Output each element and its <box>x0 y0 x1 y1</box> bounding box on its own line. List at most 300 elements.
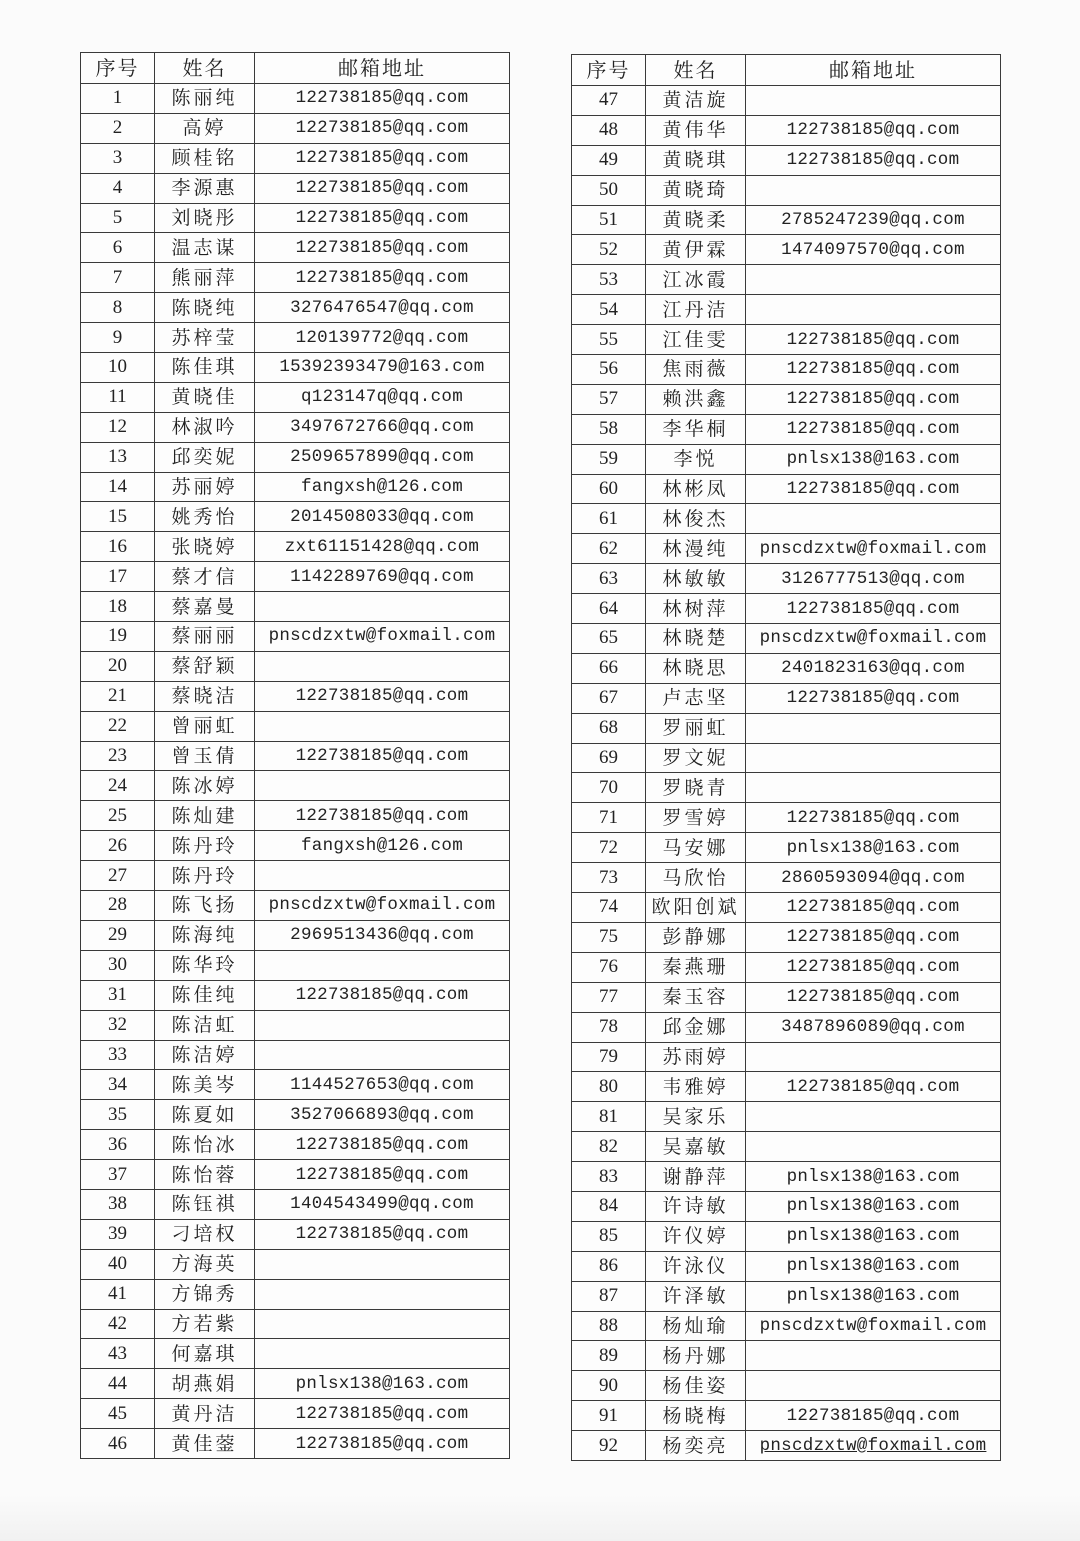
row-index: 57 <box>572 384 646 414</box>
row-index: 88 <box>572 1311 646 1341</box>
row-email <box>746 504 1001 534</box>
table-row <box>572 683 1001 713</box>
row-email: 122738185@qq.com <box>255 1160 510 1190</box>
row-email: 122738185@qq.com <box>746 922 1001 952</box>
row-name: 苏雨婷 <box>646 1042 746 1072</box>
row-email: 122738185@qq.com <box>746 474 1001 504</box>
row-index: 3 <box>81 143 155 173</box>
row-name: 杨丹娜 <box>646 1341 746 1371</box>
row-name: 陈洁婷 <box>155 1040 255 1070</box>
table-row <box>81 293 510 323</box>
table-row <box>572 444 1001 474</box>
row-index: 68 <box>572 713 646 743</box>
table-row <box>81 1130 510 1160</box>
row-index: 84 <box>572 1191 646 1221</box>
row-index: 5 <box>81 203 155 233</box>
table-row <box>572 115 1001 145</box>
row-name: 陈夏如 <box>155 1100 255 1130</box>
table-row <box>81 442 510 472</box>
table-row <box>572 833 1001 863</box>
row-index: 87 <box>572 1281 646 1311</box>
row-name: 陈美岑 <box>155 1070 255 1100</box>
table-row <box>81 532 510 562</box>
row-name: 邱金娜 <box>646 1012 746 1042</box>
table-row <box>81 84 510 114</box>
row-name: 何嘉琪 <box>155 1339 255 1369</box>
row-index: 37 <box>81 1160 155 1190</box>
row-name: 罗丽虹 <box>646 713 746 743</box>
table-row <box>572 205 1001 235</box>
row-email <box>746 295 1001 325</box>
table-row <box>572 265 1001 295</box>
row-index: 29 <box>81 920 155 950</box>
row-email: pnscdzxtw@foxmail.com <box>746 624 1001 654</box>
row-email: 122738185@qq.com <box>746 982 1001 1012</box>
row-email: 3497672766@qq.com <box>255 412 510 442</box>
row-name: 蔡嘉曼 <box>155 592 255 622</box>
table-row <box>81 382 510 412</box>
row-name: 蔡晓洁 <box>155 681 255 711</box>
row-email: 122738185@qq.com <box>746 952 1001 982</box>
row-email: q123147q@qq.com <box>255 382 510 412</box>
row-email: pnlsx138@163.com <box>746 1162 1001 1192</box>
row-name: 许仪婷 <box>646 1221 746 1251</box>
row-name: 江冰霞 <box>646 265 746 295</box>
row-index: 82 <box>572 1132 646 1162</box>
row-email: 122738185@qq.com <box>746 1401 1001 1431</box>
table-row <box>81 1399 510 1429</box>
row-email: 120139772@qq.com <box>255 323 510 353</box>
table-row <box>81 412 510 442</box>
row-email: 15392393479@163.com <box>255 353 510 383</box>
table-row <box>572 1251 1001 1281</box>
row-email <box>746 713 1001 743</box>
row-index: 42 <box>81 1309 155 1339</box>
row-name: 方若紫 <box>155 1309 255 1339</box>
table-row <box>572 355 1001 385</box>
row-index: 17 <box>81 562 155 592</box>
row-name: 林彬凤 <box>646 474 746 504</box>
table-row <box>572 1371 1001 1401</box>
row-email <box>746 773 1001 803</box>
table-row <box>572 86 1001 116</box>
row-email: 3487896089@qq.com <box>746 1012 1001 1042</box>
row-name: 林晓思 <box>646 653 746 683</box>
row-email: 122738185@qq.com <box>255 263 510 293</box>
row-email: 122738185@qq.com <box>255 84 510 114</box>
row-name: 陈华玲 <box>155 950 255 980</box>
row-name: 赖洪鑫 <box>646 384 746 414</box>
row-name: 蔡舒颖 <box>155 651 255 681</box>
row-name: 刁培权 <box>155 1219 255 1249</box>
row-email <box>255 1249 510 1279</box>
table-row <box>81 801 510 831</box>
row-email <box>255 771 510 801</box>
row-index: 7 <box>81 263 155 293</box>
header-index: 序号 <box>81 53 155 84</box>
row-email: 122738185@qq.com <box>255 681 510 711</box>
table-row <box>81 323 510 353</box>
row-email: 122738185@qq.com <box>255 173 510 203</box>
row-index: 77 <box>572 982 646 1012</box>
row-index: 6 <box>81 233 155 263</box>
table-row <box>572 1191 1001 1221</box>
row-name: 黄晓琪 <box>646 145 746 175</box>
table-row <box>81 622 510 652</box>
row-index: 59 <box>572 444 646 474</box>
row-name: 蔡丽丽 <box>155 622 255 652</box>
row-index: 13 <box>81 442 155 472</box>
table-row <box>81 1429 510 1459</box>
row-name: 林敏敏 <box>646 564 746 594</box>
table-row <box>572 624 1001 654</box>
table-row <box>81 891 510 921</box>
row-index: 49 <box>572 145 646 175</box>
row-name: 顾桂铭 <box>155 143 255 173</box>
row-index: 36 <box>81 1130 155 1160</box>
row-email: 122738185@qq.com <box>255 1399 510 1429</box>
row-email: pnscdzxtw@foxmail.com <box>255 622 510 652</box>
table-row <box>572 1401 1001 1431</box>
table-row <box>572 952 1001 982</box>
row-email: 122738185@qq.com <box>255 113 510 143</box>
row-email: pnscdzxtw@foxmail.com <box>746 1431 1001 1461</box>
row-name: 陈丽纯 <box>155 84 255 114</box>
table-row <box>572 653 1001 683</box>
row-name: 黄伟华 <box>646 115 746 145</box>
row-index: 92 <box>572 1431 646 1461</box>
row-email: 122738185@qq.com <box>746 355 1001 385</box>
row-name: 陈飞扬 <box>155 891 255 921</box>
roster-body-right <box>572 86 1001 1461</box>
row-index: 33 <box>81 1040 155 1070</box>
table-row <box>572 295 1001 325</box>
table-row <box>81 1369 510 1399</box>
row-email <box>746 1042 1001 1072</box>
row-index: 51 <box>572 205 646 235</box>
row-name: 秦玉容 <box>646 982 746 1012</box>
row-index: 73 <box>572 863 646 893</box>
row-index: 61 <box>572 504 646 534</box>
row-index: 75 <box>572 922 646 952</box>
row-name: 苏梓莹 <box>155 323 255 353</box>
row-index: 91 <box>572 1401 646 1431</box>
row-index: 2 <box>81 113 155 143</box>
row-index: 38 <box>81 1189 155 1219</box>
table-row <box>81 472 510 502</box>
table-row <box>572 594 1001 624</box>
row-email: 2860593094@qq.com <box>746 863 1001 893</box>
table-row <box>81 1010 510 1040</box>
row-name: 张晓婷 <box>155 532 255 562</box>
row-email: 2014508033@qq.com <box>255 502 510 532</box>
row-index: 16 <box>81 532 155 562</box>
row-email <box>255 1010 510 1040</box>
row-email: 3527066893@qq.com <box>255 1100 510 1130</box>
row-name: 陈冰婷 <box>155 771 255 801</box>
row-index: 4 <box>81 173 155 203</box>
row-index: 8 <box>81 293 155 323</box>
row-index: 47 <box>572 86 646 116</box>
header-name: 姓名 <box>646 55 746 86</box>
row-name: 黄晓琦 <box>646 175 746 205</box>
row-email <box>746 1132 1001 1162</box>
row-email: pnlsx138@163.com <box>255 1369 510 1399</box>
row-email: 1142289769@qq.com <box>255 562 510 592</box>
row-email <box>255 950 510 980</box>
row-name: 黄晓柔 <box>646 205 746 235</box>
table-row <box>81 592 510 622</box>
row-index: 62 <box>572 534 646 564</box>
row-email: pnscdzxtw@foxmail.com <box>746 534 1001 564</box>
row-index: 89 <box>572 1341 646 1371</box>
row-email: 3126777513@qq.com <box>746 564 1001 594</box>
table-row <box>81 950 510 980</box>
table-row <box>81 980 510 1010</box>
table-row <box>572 235 1001 265</box>
row-email: 122738185@qq.com <box>255 1429 510 1459</box>
table-row <box>81 771 510 801</box>
row-email: 122738185@qq.com <box>255 143 510 173</box>
row-email: 1404543499@qq.com <box>255 1189 510 1219</box>
row-name: 许诗敏 <box>646 1191 746 1221</box>
table-row <box>572 1431 1001 1461</box>
row-index: 44 <box>81 1369 155 1399</box>
row-name: 陈佳琪 <box>155 353 255 383</box>
row-index: 35 <box>81 1100 155 1130</box>
row-email: 122738185@qq.com <box>746 683 1001 713</box>
row-name: 罗文妮 <box>646 743 746 773</box>
row-name: 陈洁虹 <box>155 1010 255 1040</box>
row-name: 曾丽虹 <box>155 711 255 741</box>
row-email <box>746 265 1001 295</box>
row-email: fangxsh@126.com <box>255 472 510 502</box>
row-email: pnlsx138@163.com <box>746 1191 1001 1221</box>
table-row <box>81 1279 510 1309</box>
row-email: 2509657899@qq.com <box>255 442 510 472</box>
row-name: 苏丽婷 <box>155 472 255 502</box>
row-index: 41 <box>81 1279 155 1309</box>
row-index: 63 <box>572 564 646 594</box>
row-name: 陈海纯 <box>155 920 255 950</box>
row-index: 32 <box>81 1010 155 1040</box>
row-index: 83 <box>572 1162 646 1192</box>
row-email <box>255 1309 510 1339</box>
header-row <box>572 55 1001 86</box>
row-index: 34 <box>81 1070 155 1100</box>
table-row <box>572 922 1001 952</box>
row-email: pnlsx138@163.com <box>746 1281 1001 1311</box>
row-name: 温志谋 <box>155 233 255 263</box>
row-index: 58 <box>572 414 646 444</box>
row-index: 60 <box>572 474 646 504</box>
table-row <box>81 113 510 143</box>
header-email: 邮箱地址 <box>255 53 510 84</box>
row-name: 欧阳创斌 <box>646 893 746 923</box>
row-email: 122738185@qq.com <box>746 594 1001 624</box>
row-name: 江佳雯 <box>646 325 746 355</box>
row-name: 杨奕亮 <box>646 1431 746 1461</box>
row-index: 22 <box>81 711 155 741</box>
row-name: 杨晓梅 <box>646 1401 746 1431</box>
row-name: 秦燕珊 <box>646 952 746 982</box>
table-row <box>81 353 510 383</box>
row-index: 26 <box>81 831 155 861</box>
row-email <box>255 861 510 891</box>
row-name: 罗晓青 <box>646 773 746 803</box>
row-email: 122738185@qq.com <box>746 384 1001 414</box>
row-index: 14 <box>81 472 155 502</box>
row-index: 80 <box>572 1072 646 1102</box>
row-email: 122738185@qq.com <box>746 414 1001 444</box>
row-name: 马安娜 <box>646 833 746 863</box>
row-name: 林晓楚 <box>646 624 746 654</box>
row-index: 28 <box>81 891 155 921</box>
table-row <box>572 1221 1001 1251</box>
row-index: 66 <box>572 653 646 683</box>
row-index: 52 <box>572 235 646 265</box>
row-index: 10 <box>81 353 155 383</box>
row-index: 78 <box>572 1012 646 1042</box>
row-name: 蔡才信 <box>155 562 255 592</box>
row-index: 45 <box>81 1399 155 1429</box>
table-row <box>572 175 1001 205</box>
row-email <box>255 1339 510 1369</box>
row-name: 黄佳蓥 <box>155 1429 255 1459</box>
row-index: 43 <box>81 1339 155 1369</box>
table-row <box>81 1339 510 1369</box>
row-email: 122738185@qq.com <box>255 801 510 831</box>
roster-table-right <box>571 54 1001 1461</box>
table-row <box>572 893 1001 923</box>
row-email: pnlsx138@163.com <box>746 1221 1001 1251</box>
row-email: 2969513436@qq.com <box>255 920 510 950</box>
row-index: 20 <box>81 651 155 681</box>
row-name: 李华桐 <box>646 414 746 444</box>
row-name: 高婷 <box>155 113 255 143</box>
table-row <box>572 1132 1001 1162</box>
row-name: 方锦秀 <box>155 1279 255 1309</box>
row-index: 11 <box>81 382 155 412</box>
table-row <box>572 504 1001 534</box>
row-email <box>746 743 1001 773</box>
table-row <box>572 713 1001 743</box>
table-row <box>81 861 510 891</box>
row-email <box>255 1040 510 1070</box>
row-email <box>746 1371 1001 1401</box>
row-name: 林淑吟 <box>155 412 255 442</box>
row-email: 122738185@qq.com <box>255 233 510 263</box>
table-row <box>81 263 510 293</box>
row-index: 23 <box>81 741 155 771</box>
header-email: 邮箱地址 <box>746 55 1001 86</box>
row-email: 122738185@qq.com <box>255 1130 510 1160</box>
row-index: 40 <box>81 1249 155 1279</box>
row-name: 黄洁旋 <box>646 86 746 116</box>
row-email: pnlsx138@163.com <box>746 444 1001 474</box>
table-row <box>81 1309 510 1339</box>
table-row <box>81 1189 510 1219</box>
row-name: 黄丹洁 <box>155 1399 255 1429</box>
row-email: 122738185@qq.com <box>255 203 510 233</box>
row-name: 曾玉倩 <box>155 741 255 771</box>
row-index: 76 <box>572 952 646 982</box>
table-row <box>572 534 1001 564</box>
row-name: 邱奕妮 <box>155 442 255 472</box>
row-email: 122738185@qq.com <box>255 1219 510 1249</box>
row-name: 陈丹玲 <box>155 861 255 891</box>
table-row <box>572 803 1001 833</box>
row-index: 86 <box>572 1251 646 1281</box>
row-name: 罗雪婷 <box>646 803 746 833</box>
row-index: 55 <box>572 325 646 355</box>
row-email: 122738185@qq.com <box>746 145 1001 175</box>
row-email <box>255 592 510 622</box>
row-name: 林树萍 <box>646 594 746 624</box>
row-name: 吴家乐 <box>646 1102 746 1132</box>
row-index: 72 <box>572 833 646 863</box>
row-email: 3276476547@qq.com <box>255 293 510 323</box>
table-row <box>81 1249 510 1279</box>
row-email <box>746 86 1001 116</box>
row-email <box>255 711 510 741</box>
header-name: 姓名 <box>155 53 255 84</box>
row-name: 陈晓纯 <box>155 293 255 323</box>
row-name: 卢志坚 <box>646 683 746 713</box>
row-email: 122738185@qq.com <box>746 115 1001 145</box>
row-index: 65 <box>572 624 646 654</box>
row-email: 122738185@qq.com <box>255 741 510 771</box>
table-row <box>572 1012 1001 1042</box>
row-name: 陈丹玲 <box>155 831 255 861</box>
row-name: 杨灿瑜 <box>646 1311 746 1341</box>
table-row <box>572 1311 1001 1341</box>
row-name: 江丹洁 <box>646 295 746 325</box>
table-row <box>572 1281 1001 1311</box>
row-index: 30 <box>81 950 155 980</box>
row-email: 2401823163@qq.com <box>746 653 1001 683</box>
row-email: pnscdzxtw@foxmail.com <box>746 1311 1001 1341</box>
row-name: 许泽敏 <box>646 1281 746 1311</box>
table-row <box>81 203 510 233</box>
row-index: 27 <box>81 861 155 891</box>
row-index: 46 <box>81 1429 155 1459</box>
row-index: 18 <box>81 592 155 622</box>
table-row <box>81 233 510 263</box>
row-index: 39 <box>81 1219 155 1249</box>
table-row <box>81 920 510 950</box>
row-email <box>255 651 510 681</box>
row-index: 24 <box>81 771 155 801</box>
table-row <box>81 1040 510 1070</box>
row-index: 64 <box>572 594 646 624</box>
row-index: 19 <box>81 622 155 652</box>
row-name: 林俊杰 <box>646 504 746 534</box>
table-row <box>81 1160 510 1190</box>
row-name: 马欣怡 <box>646 863 746 893</box>
row-name: 陈怡冰 <box>155 1130 255 1160</box>
row-index: 12 <box>81 412 155 442</box>
table-row <box>81 143 510 173</box>
table-row <box>81 173 510 203</box>
table-row <box>572 863 1001 893</box>
table-row <box>81 1100 510 1130</box>
row-index: 53 <box>572 265 646 295</box>
table-row <box>572 1072 1001 1102</box>
table-row <box>572 982 1001 1012</box>
row-index: 81 <box>572 1102 646 1132</box>
row-name: 林漫纯 <box>646 534 746 564</box>
